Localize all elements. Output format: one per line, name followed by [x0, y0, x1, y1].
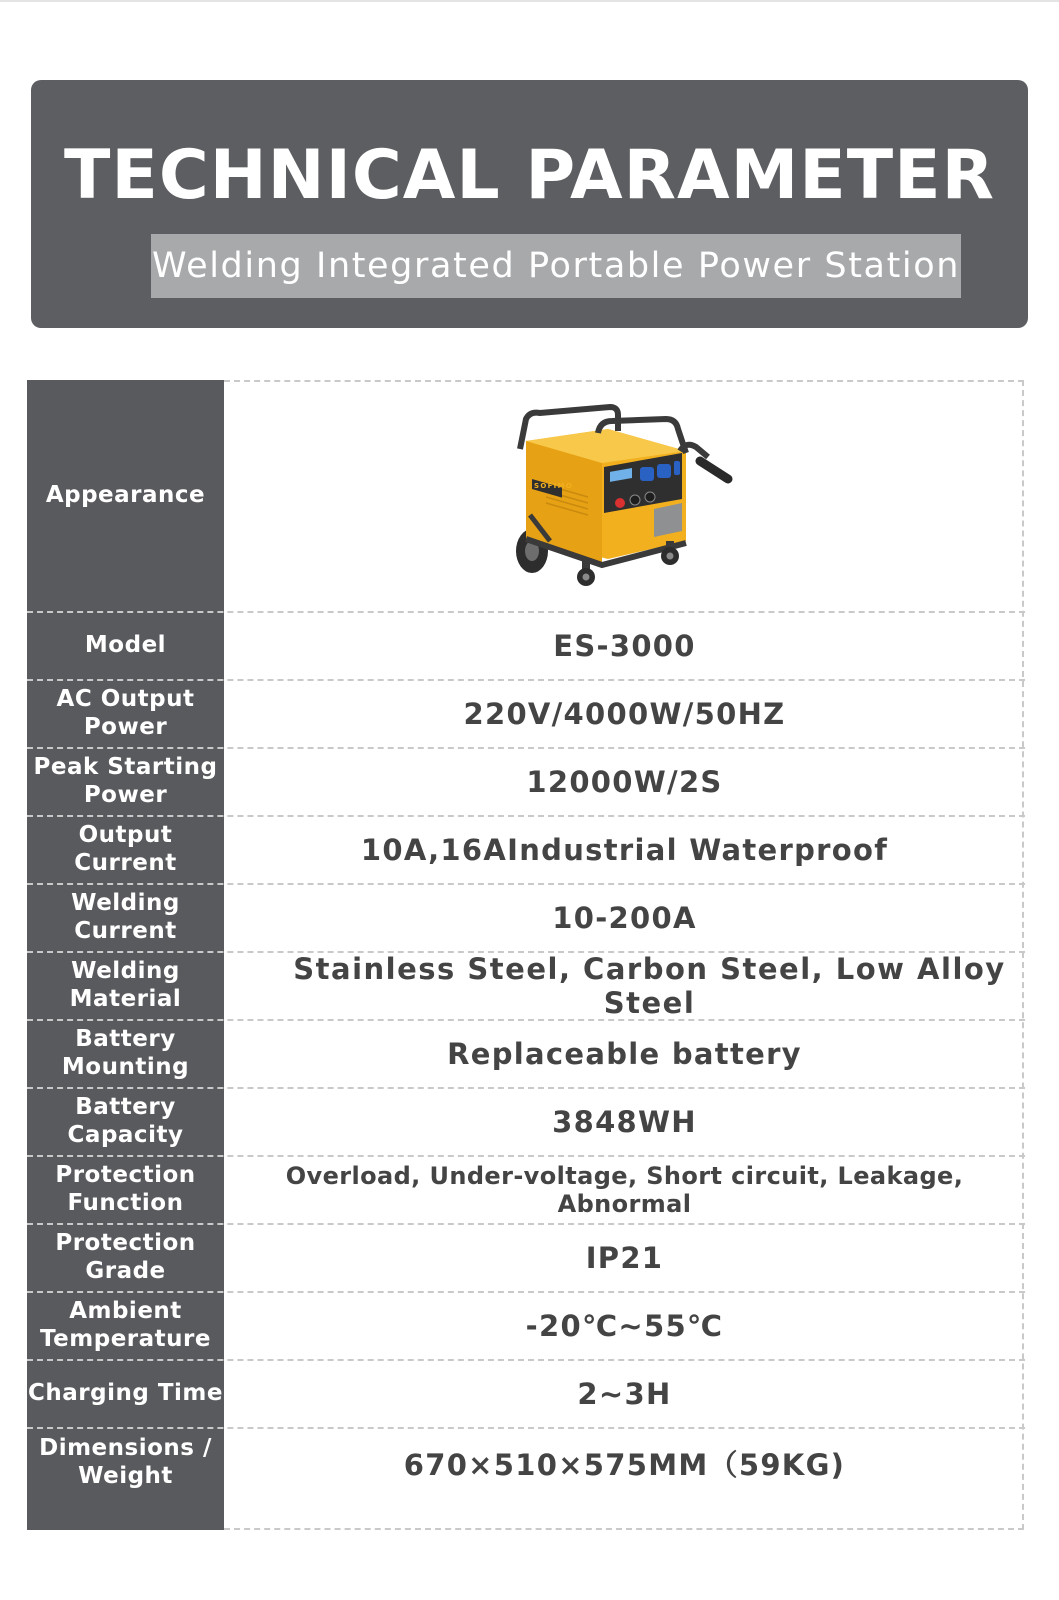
spec-row-welding-current: [27, 884, 1025, 952]
spec-row-output-current: [27, 816, 1025, 884]
page-subtitle: Welding Integrated Portable Power Station: [151, 246, 961, 286]
spec-label: Protection Function: [55, 1162, 196, 1216]
spec-label: Protection Grade: [55, 1230, 196, 1284]
spec-row-protection-function: [27, 1156, 1025, 1224]
spec-label: Welding Material: [69, 958, 182, 1012]
spec-label: Ambient Temperature: [40, 1298, 211, 1352]
spec-value: Overload, Under-voltage, Short circuit, Leakage, Abnormal: [285, 1162, 964, 1218]
spec-row-model: [27, 612, 1025, 680]
spec-row-dimensions-weight: [27, 1428, 1025, 1498]
spec-label: Battery Mounting: [61, 1026, 190, 1080]
subtitle-box: [151, 234, 961, 298]
spec-value: Replaceable battery: [447, 1037, 802, 1071]
spec-label: Dimensions / Weight: [39, 1435, 212, 1489]
spec-row-ambient-temperature: [27, 1292, 1025, 1360]
portable-power-station-photo-icon: [490, 391, 740, 591]
spec-table: [27, 380, 1025, 1530]
spec-label: Appearance: [45, 482, 206, 509]
spec-value: 10-200A: [552, 901, 697, 935]
spec-row-welding-material: [27, 952, 1025, 1020]
spec-value: ES-3000: [553, 629, 696, 663]
spec-value: IP21: [585, 1241, 664, 1275]
spec-row-protection-grade: [27, 1224, 1025, 1292]
spec-row-peak-starting-power: [27, 748, 1025, 816]
spec-row-charging-time: [27, 1360, 1025, 1428]
spec-value: 2~3H: [577, 1377, 672, 1411]
spec-row-battery-capacity: [27, 1088, 1025, 1156]
product-image-cell: [224, 380, 1025, 612]
spec-value: 220V/4000W/50HZ: [463, 697, 786, 731]
spec-row-battery-mounting: [27, 1020, 1025, 1088]
spec-value: Stainless Steel, Carbon Steel, Low Alloy Steel: [293, 952, 1006, 1020]
spec-value: 10A,16AIndustrial Waterproof: [360, 833, 889, 867]
spec-label: Output Current: [74, 822, 177, 876]
spec-row-appearance: [27, 380, 1025, 612]
spec-label: Battery Capacity: [67, 1094, 184, 1148]
spec-value: -20℃~55℃: [525, 1309, 724, 1343]
spec-row-ac-output-power: [27, 680, 1025, 748]
page-title: TECHNICAL PARAMETER: [64, 136, 995, 215]
spec-label: AC Output Power: [56, 686, 195, 740]
spec-value: 12000W/2S: [526, 765, 723, 799]
spec-label: Welding Current: [71, 890, 180, 944]
header-banner: [31, 80, 1028, 328]
top-divider: [0, 0, 1059, 2]
spec-label: Peak Starting Power: [33, 754, 218, 808]
spec-label: Model: [84, 632, 167, 659]
spec-value: 3848WH: [552, 1105, 697, 1139]
spec-label: Charging Time: [28, 1380, 223, 1407]
spec-value: 670×510×575MM（59KG): [403, 1447, 846, 1482]
svg-text:SOFIMO: SOFIMO: [533, 482, 573, 490]
